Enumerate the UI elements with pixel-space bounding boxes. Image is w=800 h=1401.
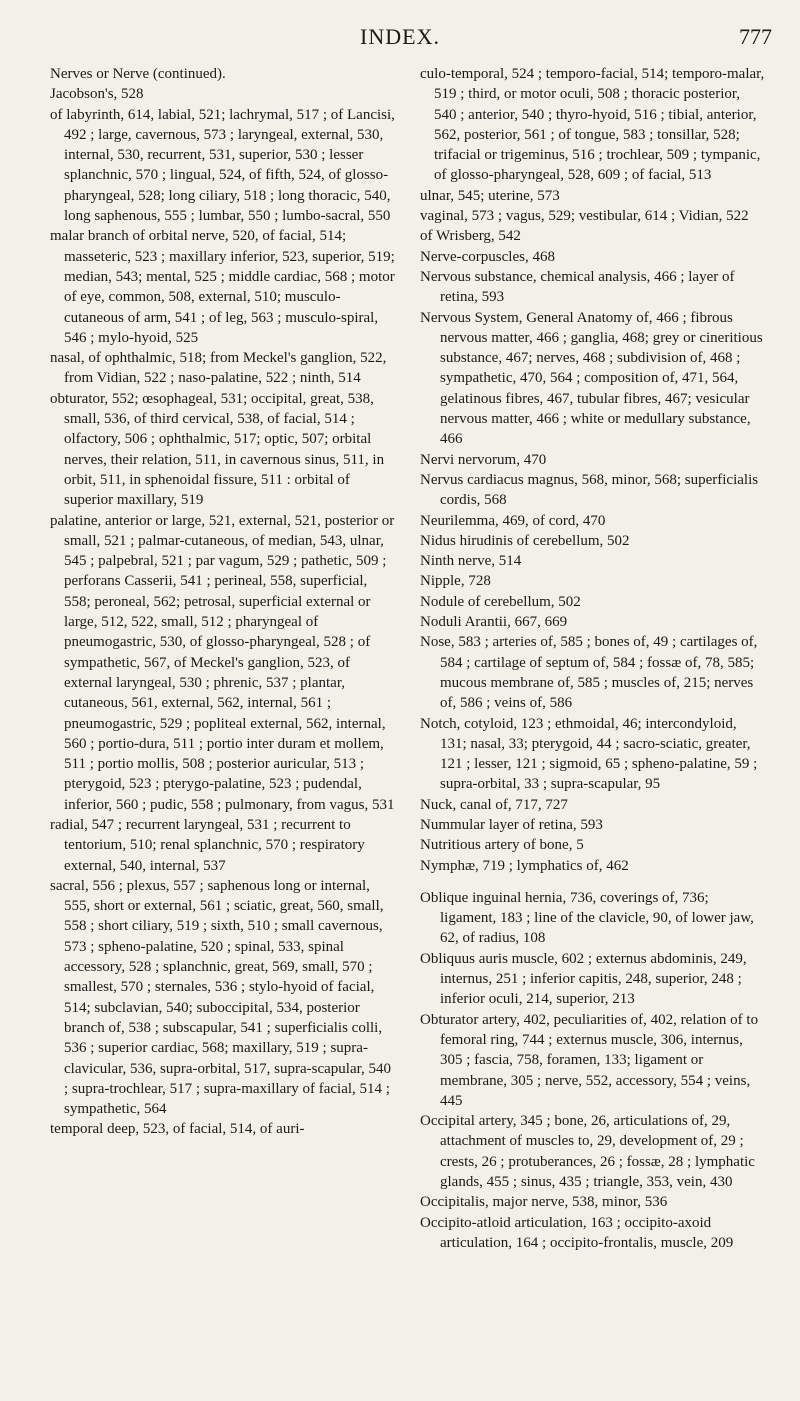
index-entry: Nipple, 728 (420, 573, 491, 590)
index-entry: obturator, 552; œsophageal, 531; occipital, great, 538, small, 536, of third cervical, 538, of facial, 514 ; olfactory, 506 ; ophthalmic, 517; optic, 507; orbital nerves, their relation, 511, in cavernous sinus, 511, in orbit, 511, in sphenoidal fissure, 511 : orbital of superior maxillary, 519 (50, 390, 385, 509)
index-entry: Occipito-atloid articulation, 163 ; occipito-axoid articulation, 164 ; occipito-frontalis, muscle, 209 (420, 1214, 734, 1251)
index-entry: malar branch of orbital nerve, 520, of facial, 514; masseteric, 523 ; maxillary inferior, 523, superior, 519; median, 543; mental, 525 ; middle cardiac, 568 ; motor of eye, common, 508, external, 510; musculo-cutaneous of arm, 541 ; of leg, 563 ; musculo-spiral, 546 ; mylo-hyoid, 525 (50, 228, 395, 346)
index-entry: radial, 547 ; recurrent laryngeal, 531 ; recurrent to tentorium, 510; renal splanchnic, 570 ; respiratory external, 540, internal, 537 (50, 816, 365, 874)
index-entry: Nerve-corpuscles, 468 (420, 248, 555, 265)
index-entry: ulnar, 545; uterine, 573 (420, 187, 560, 204)
page-number: 777 (739, 24, 772, 49)
index-entry: Nodule of cerebellum, 502 (420, 593, 581, 610)
index-entry: temporal deep, 523, of facial, 514, of auri- (50, 1121, 305, 1138)
index-entry: Jacobson's, 528 (50, 86, 144, 103)
index-entry: Occipital artery, 345 ; bone, 26, articulations of, 29, attachment of muscles to, 29, development of, 29 ; crests, 26 ; protuberances, 26 ; fossæ, 28 ; lymphatic glands, 455 ; sinus, 435 ; triangle, 353, vein, 430 (420, 1113, 755, 1191)
index-entry: vaginal, 573 ; vagus, 529; vestibular, 614 ; Vidian, 522 (420, 208, 749, 225)
index-entry: Nymphæ, 719 ; lymphatics of, 462 (420, 857, 629, 874)
index-entry: Nummular layer of retina, 593 (420, 816, 603, 833)
index-entry: culo-temporal, 524 ; temporo-facial, 514; temporo-malar, 519 ; third, or motor oculi, 508 ; thoracic posterior, 540 ; anterior, 540 ; thyro-hyoid, 516 ; tibial, anterior, 562, posterior, 561 ; of tongue, 583 ; tonsillar, 528; trifacial or trigeminus, 516 ; trochlear, 509 ; tympanic, of glosso-pharyngeal, 528, 609 ; of facial, 513 (420, 66, 765, 184)
index-column-left (50, 64, 395, 1140)
index-entry: Oblique inguinal hernia, 736, coverings of, 736; ligament, 183 ; line of the clavicle, 90, of lower jaw, 62, of radius, 108 (420, 889, 754, 947)
index-entry: Nervus cardiacus magnus, 568, minor, 568; superficialis cordis, 568 (420, 471, 759, 509)
page-title: INDEX. (360, 24, 440, 49)
index-entry: Nervous System, General Anatomy of, 466 ; fibrous nervous matter, 466 ; ganglia, 468; grey or cineritious substance, 467; nerves, 468 ; subdivision of, 468 ; sympathetic, 470, 564 ; composition of, 471, 564, gelatinous fibres, 467, tubular fibres, 467; vesicular nervous matter, 466 ; white or medullary substance, 466 (420, 309, 763, 448)
index-entry: Obturator artery, 402, peculiarities of, 402, relation of to femoral ring, 744 ; externus muscle, 306, internus, 305 ; fascia, 758, foramen, 133; ligament or membrane, 305 ; nerve, 552, accessory, 554 ; veins, 445 (420, 1011, 759, 1109)
index-entry: of labyrinth, 614, labial, 521; lachrymal, 517 ; of Lancisi, 492 ; large, cavernous, 573 ; laryngeal, external, 530, internal, 530, recurrent, 531, superior, 530 ; lesser splanchnic, 570 ; lingual, 524, of fifth, 524, of glosso-pharyngeal, 528; long ciliary, 518 ; long thoracic, 540, long saphenous, 555 ; lumbar, 550 ; lumbo-sacral, 550 (50, 106, 395, 225)
index-entry: Nervous substance, chemical analysis, 466 ; layer of retina, 593 (420, 268, 735, 306)
index-entry: sacral, 556 ; plexus, 557 ; saphenous long or internal, 555, short or external, 561 ; sciatic, great, 560, small, 558 ; short ciliary, 519 ; sixth, 510 ; small cavernous, 573 ; spheno-palatine, 520 ; spinal, 533, spinal accessory, 528 ; splanchnic, great, 569, small, 570 ; smallest, 570 ; sternales, 536 ; stylo-hyoid of facial, 514; subclavian, 540; suboccipital, 534, posterior branch of, 538 ; subscapular, 541 ; superficialis colli, 536 ; superior cardiac, 568; maxillary, 519 ; supra-clavicular, 536, supra-orbital, 517, supra-scapular, 540 ; supra-trochlear, 517 ; supra-maxillary of facial, 514 ; sympathetic, 564 (50, 877, 392, 1118)
index-entry: Nose, 583 ; arteries of, 585 ; bones of, 49 ; cartilages of, 584 ; cartilage of septum of, 584 ; fossæ of, 78, 585; mucous membrane of, 585 ; muscles of, 215; nerves of, 586 ; veins of, 586 (420, 634, 758, 712)
index-entry: of Wrisberg, 542 (420, 228, 521, 245)
index-column-right (420, 64, 765, 1253)
index-entry: Noduli Arantii, 667, 669 (420, 614, 568, 631)
index-entry: nasal, of ophthalmic, 518; from Meckel's ganglion, 522, from Vidian, 522 ; naso-palatine, 522 ; ninth, 514 (50, 350, 387, 387)
index-entry: Occipitalis, major nerve, 538, minor, 536 (420, 1194, 668, 1211)
index-entry: Nuck, canal of, 717, 727 (420, 796, 568, 813)
index-entry: Nerves or Nerve (continued). (50, 66, 226, 82)
index-entry: Notch, cotyloid, 123 ; ethmoidal, 46; intercondyloid, 131; nasal, 33; pterygoid, 44 ; sacro-sciatic, greater, 121 ; lesser, 121 ; sigmoid, 65 ; spheno-palatine, 59 ; supra-orbital, 33 ; supra-scapular, 95 (420, 715, 758, 793)
index-entry: Obliquus auris muscle, 602 ; externus abdominis, 249, internus, 251 ; inferior capitis, 248, superior, 248 ; inferior oculi, 214, superior, 213 (420, 950, 747, 1008)
page-header (0, 18, 800, 58)
index-entry: Neurilemma, 469, of cord, 470 (420, 512, 606, 529)
index-entry: Ninth nerve, 514 (420, 553, 522, 570)
index-entry: Nervi nervorum, 470 (420, 451, 547, 468)
index-entry: Nidus hirudinis of cerebellum, 502 (420, 532, 630, 549)
index-entry: palatine, anterior or large, 521, external, 521, posterior or small, 521 ; palmar-cutaneous, of median, 543, ulnar, 545 ; palpebral, 521 ; par vagum, 529 ; pathetic, 509 ; perforans Casserii, 541 ; perineal, 558, superficial, 558; peroneal, 562; petrosal, superficial external or large, 512, 522, small, 512 ; pharyngeal of pneumogastric, 530, of glosso-pharyngeal, 528 ; of sympathetic, 567, of Meckel's ganglion, 523, of external laryngeal, 530 ; phrenic, 537 ; plantar, cutaneous, 561, external, 562, internal, 561 ; pneumogastric, 529 ; popliteal external, 562, internal, 560 ; portio-dura, 511 ; portio inter duram et mollem, 511 ; portio mollis, 508 ; posterior auricular, 513 ; pterygoid, 523 ; pterygo-palatine, 523 ; pudendal, inferior, 560 ; pudic, 558 ; pulmonary, from vagus, 531 (50, 512, 395, 813)
index-entry: Nutritious artery of bone, 5 (420, 837, 584, 854)
